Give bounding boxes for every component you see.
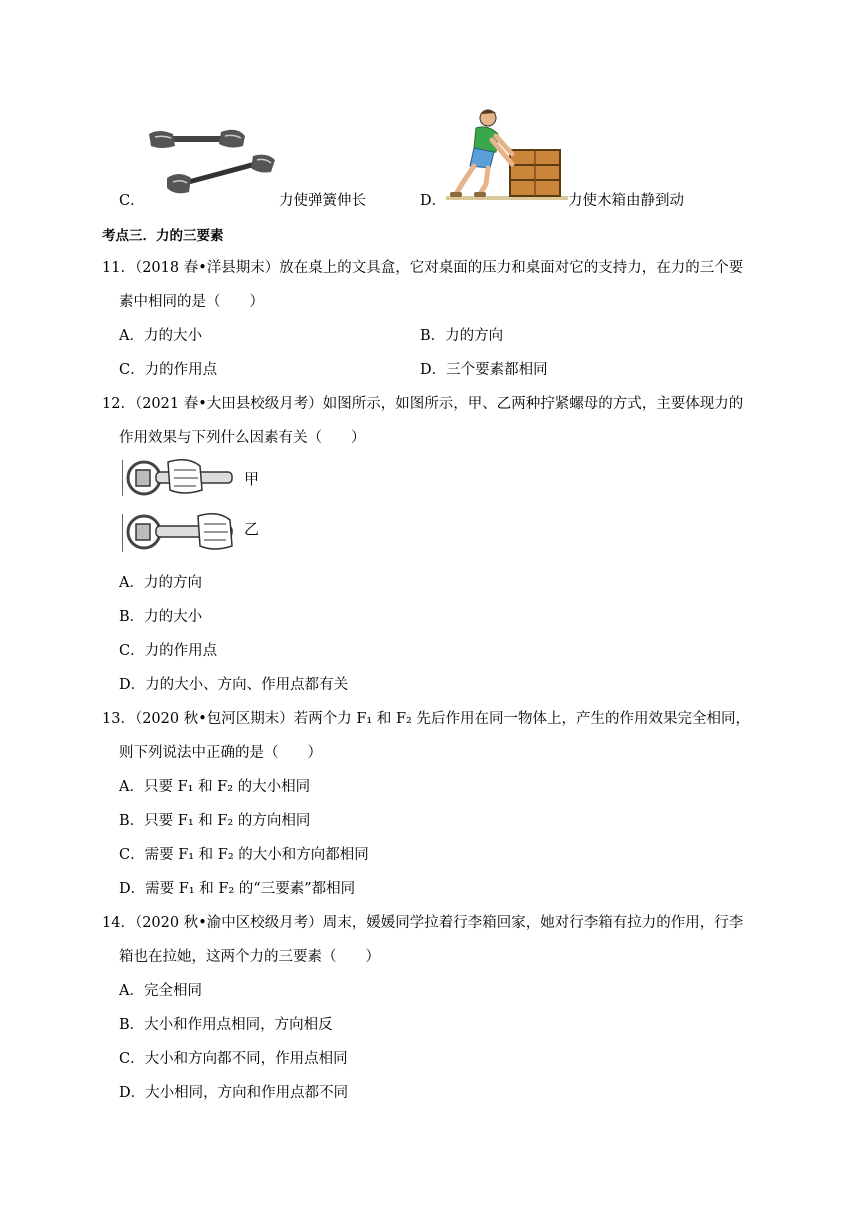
figure-label-yi: 乙 (244, 520, 260, 538)
question-11-line2: 素中相同的是（ ） (119, 294, 264, 310)
question-12-line2: 作用效果与下列什么因素有关（ ） (119, 430, 366, 446)
question-13-option-d: D．需要 F₁ 和 F₂ 的“三要素”都相同 (119, 881, 356, 897)
push-box-illustration (446, 108, 568, 202)
wrench-illustration-jia (122, 456, 234, 500)
figure-label-jia: 甲 (244, 470, 260, 488)
question-12-option-a: A．力的方向 (119, 575, 202, 591)
prev-option-c-text: 力使弹簧伸长 (279, 193, 366, 209)
question-11-option-b: B．力的方向 (420, 328, 504, 344)
prev-option-c-label: C． (119, 193, 145, 209)
section-heading: 考点三．力的三要素 (102, 228, 224, 244)
question-14-line1: 14．（2020 秋•渝中区校级月考）周末，媛媛同学拉着行李箱回家，她对行李箱有拉力的作用，行李 (102, 915, 744, 931)
question-11-line1: 11．（2018 春•洋县期末）放在桌上的文具盒，它对桌面的压力和桌面对它的支持力，在力的三个要 (102, 260, 744, 276)
prev-option-d-text: 力使木箱由静到动 (568, 193, 684, 209)
question-12-line1: 12．（2021 春•大田县校级月考）如图所示，如图所示，甲、乙两种拧紧螺母的方式，主要体现力的 (102, 396, 744, 412)
question-14-option-c: C．大小和方向都不同，作用点相同 (119, 1051, 348, 1067)
prev-option-d-label: D． (420, 193, 447, 209)
wrench-illustration-yi (122, 510, 234, 556)
question-11-option-c: C．力的作用点 (119, 362, 218, 378)
question-12-option-d: D．力的大小、方向、作用点都有关 (119, 677, 349, 693)
question-13-option-a: A．只要 F₁ 和 F₂ 的大小相同 (119, 779, 311, 795)
question-13-option-c: C．需要 F₁ 和 F₂ 的大小和方向都相同 (119, 847, 369, 863)
question-12-option-b: B．力的大小 (119, 609, 203, 625)
question-14-line2: 箱也在拉她，这两个力的三要素（ ） (119, 949, 380, 965)
question-14-option-d: D．大小相同，方向和作用点都不同 (119, 1085, 349, 1101)
question-14-option-a: A．完全相同 (119, 983, 202, 999)
question-13-line1: 13．（2020 秋•包河区期末）若两个力 F₁ 和 F₂ 先后作用在同一物体上，产生的作用效果完全相同， (102, 711, 750, 727)
question-11-option-d: D．三个要素都相同 (420, 362, 548, 378)
question-11-option-a: A．力的大小 (119, 328, 202, 344)
question-12-option-c: C．力的作用点 (119, 643, 218, 659)
spring-hands-illustration (145, 126, 277, 200)
question-14-option-b: B．大小和作用点相同，方向相反 (119, 1017, 333, 1033)
question-13-line2: 则下列说法中正确的是（ ） (119, 745, 322, 761)
question-13-option-b: B．只要 F₁ 和 F₂ 的方向相同 (119, 813, 311, 829)
